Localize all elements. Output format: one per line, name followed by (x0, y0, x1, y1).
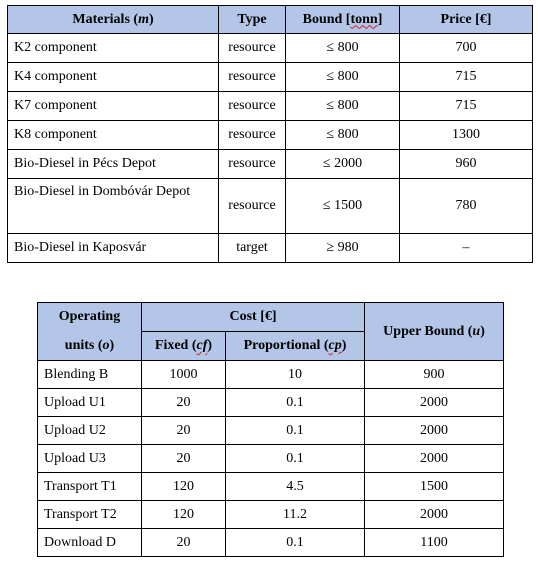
header-upper-bound: Upper Bound (u) (365, 303, 504, 361)
material-price: 960 (400, 150, 533, 179)
unit-upper-bound: 900 (365, 361, 504, 389)
header-cost: Cost [€] (142, 303, 365, 332)
header-bound: Bound [tonn] (286, 6, 400, 34)
header-operating-units-top: Operating (38, 303, 142, 332)
table-row (8, 179, 533, 234)
unit-upper-bound: 2000 (365, 417, 504, 445)
unit-fixed-cost: 20 (142, 389, 226, 417)
unit-name: Download D (38, 529, 142, 557)
unit-proportional-cost: 0.1 (226, 529, 365, 557)
units-header-row-1 (38, 303, 504, 332)
unit-fixed-cost: 20 (142, 445, 226, 473)
unit-proportional-cost: 0.1 (226, 389, 365, 417)
material-bound: ≥ 980 (286, 234, 400, 263)
materials-header-row (8, 6, 533, 34)
material-bound: ≤ 1500 (286, 179, 400, 234)
unit-proportional-cost: 0.1 (226, 417, 365, 445)
unit-name: Blending B (38, 361, 142, 389)
header-price: Price [€] (400, 6, 533, 34)
materials-table (7, 5, 533, 263)
table-row (38, 473, 504, 501)
material-name: Bio-Diesel in Pécs Depot (8, 150, 219, 179)
unit-name: Transport T1 (38, 473, 142, 501)
table-row (8, 121, 533, 150)
material-name: K4 component (8, 63, 219, 92)
unit-upper-bound: 1500 (365, 473, 504, 501)
table-row (8, 150, 533, 179)
material-name: K7 component (8, 92, 219, 121)
table-row (38, 501, 504, 529)
header-fixed-cost: Fixed (cf) (142, 332, 226, 361)
unit-upper-bound: 2000 (365, 389, 504, 417)
table-row (38, 389, 504, 417)
unit-name: Upload U2 (38, 417, 142, 445)
unit-proportional-cost: 0.1 (226, 445, 365, 473)
material-price: 780 (400, 179, 533, 234)
unit-name: Upload U1 (38, 389, 142, 417)
unit-upper-bound: 1100 (365, 529, 504, 557)
table-row (38, 417, 504, 445)
unit-fixed-cost: 1000 (142, 361, 226, 389)
table-row (38, 529, 504, 557)
unit-name: Transport T2 (38, 501, 142, 529)
material-name: K8 component (8, 121, 219, 150)
material-price: 700 (400, 34, 533, 63)
material-price: 715 (400, 92, 533, 121)
unit-fixed-cost: 120 (142, 473, 226, 501)
table-row (8, 63, 533, 92)
unit-proportional-cost: 4.5 (226, 473, 365, 501)
material-name: Bio-Diesel in Kaposvár (8, 234, 219, 263)
material-name: Bio-Diesel in Dombóvár Depot (8, 179, 219, 234)
material-bound: ≤ 800 (286, 92, 400, 121)
header-materials: Materials (m) (8, 6, 219, 34)
unit-proportional-cost: 10 (226, 361, 365, 389)
header-proportional-cost: Proportional (cp) (226, 332, 365, 361)
material-price: – (400, 234, 533, 263)
material-bound: ≤ 2000 (286, 150, 400, 179)
header-operating-units-bottom: units (o) (38, 332, 142, 361)
table-row (38, 361, 504, 389)
material-type: resource (219, 34, 286, 63)
table-row (8, 92, 533, 121)
material-price: 1300 (400, 121, 533, 150)
table-row (8, 234, 533, 263)
material-bound: ≤ 800 (286, 34, 400, 63)
unit-proportional-cost: 11.2 (226, 501, 365, 529)
material-bound: ≤ 800 (286, 121, 400, 150)
material-bound: ≤ 800 (286, 63, 400, 92)
material-type: resource (219, 179, 286, 234)
material-type: target (219, 234, 286, 263)
unit-upper-bound: 2000 (365, 501, 504, 529)
unit-fixed-cost: 120 (142, 501, 226, 529)
unit-name: Upload U3 (38, 445, 142, 473)
material-type: resource (219, 92, 286, 121)
header-type: Type (219, 6, 286, 34)
unit-upper-bound: 2000 (365, 445, 504, 473)
unit-fixed-cost: 20 (142, 417, 226, 445)
material-type: resource (219, 121, 286, 150)
unit-fixed-cost: 20 (142, 529, 226, 557)
table-row (8, 34, 533, 63)
material-price: 715 (400, 63, 533, 92)
material-type: resource (219, 150, 286, 179)
material-type: resource (219, 63, 286, 92)
table-row (38, 445, 504, 473)
operating-units-table (37, 302, 504, 557)
material-name: K2 component (8, 34, 219, 63)
